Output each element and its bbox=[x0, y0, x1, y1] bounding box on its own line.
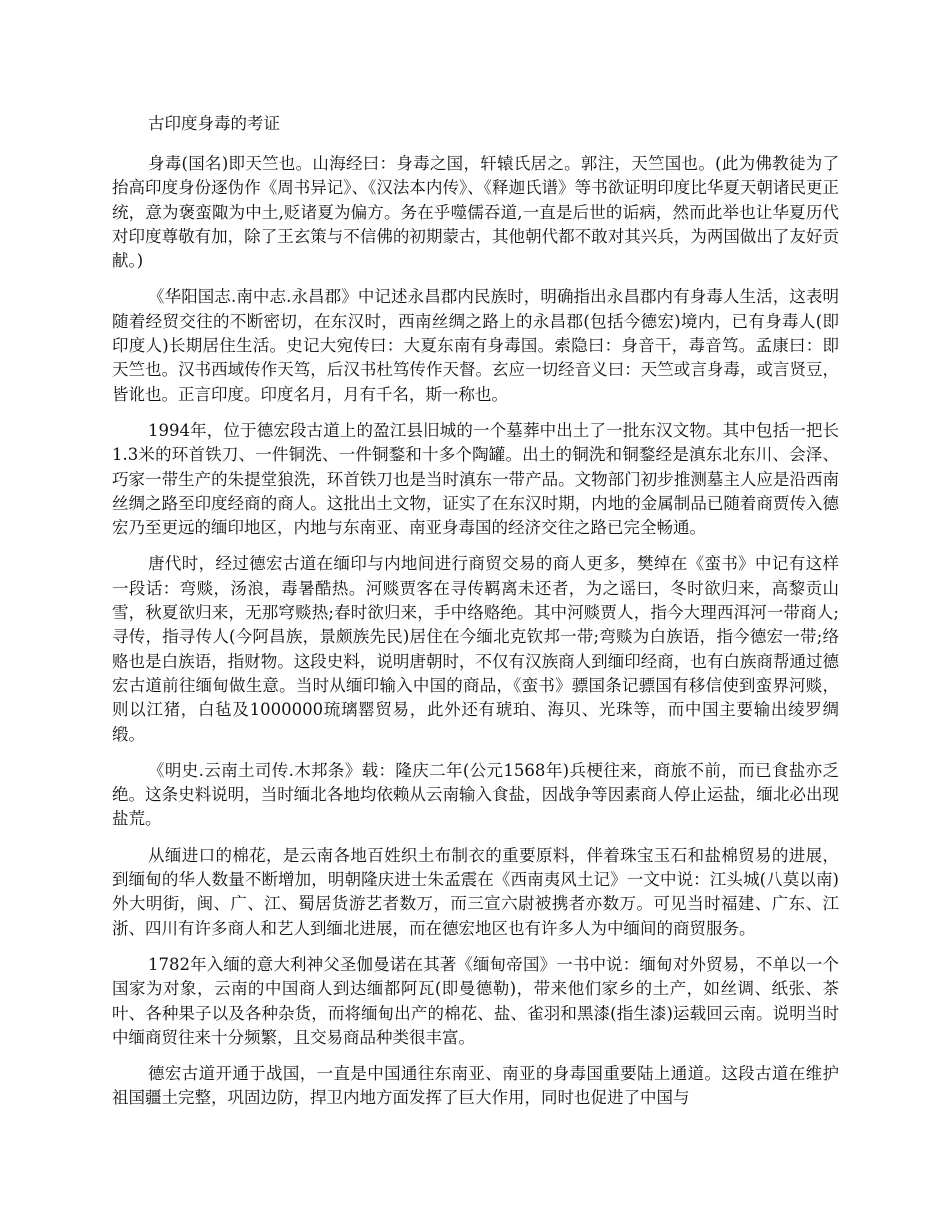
paragraph-huayang-guozhi: 《华阳国志.南中志.永昌郡》中记述永昌郡内民族时，明确指出永昌郡内有身毒人生活，这表明随着经贸交往的不断密切，在东汉时，西南丝绸之路上的永昌郡(包括今德宏)境内，已有身毒人(即印度人)长期居住生活。史记大宛传曰：大夏东南有身毒国。索隐曰：身音干，毒音笃。孟康曰：即天竺也。汉书西域传作天笃，后汉书杜笃传作天督。玄应一切经音义曰：天竺或言身毒，或言贤豆，皆讹也。正言印度。印度名月，月有千名，斯一称也。 bbox=[112, 287, 839, 404]
paragraph-1994-excavation: 1994年，位于德宏段古道上的盈江县旧城的一个墓葬中出土了一批东汉文物。其中包括一把长1.3米的环首铁刀、一件铜洗、一件铜鍪和十多个陶罐。出土的铜洗和铜鍪经是滇东北东川、会泽、巧家一带生产的朱提堂狼洗，环首铁刀也是当时滇东一带产品。文物部门初步推测墓主人应是沿西南丝绸之路至印度经商的商人。这批出土文物，证实了在东汉时期，内地的金属制品已随着商贾传入德宏乃至更远的缅印地区，内地与东南亚、南亚身毒国的经济交往之路已完全畅通。 bbox=[112, 420, 839, 538]
paragraph-ming-history: 《明史.云南土司传.木邦条》载：隆庆二年(公元1568年)兵梗往来，商旅不前，而已食盐亦乏绝。这条史料说明，当时缅北各地均依赖从云南输入食盐，因战争等因素商人停止运盐，缅北必出现盐荒。 bbox=[112, 760, 839, 829]
paragraph-shendu-definition: 身毒(国名)即天竺也。山海经曰：身毒之国，轩辕氏居之。郭注，天竺国也。(此为佛教徒为了抬高印度身份逐伪作《周书异记》、《汉法本内传》、《释迦氏谱》等书欲证明印度比华夏天朝诸民更正统，意为褒蛮陬为中土,贬诸夏为偏方。务在乎噬儒吞道,一直是后世的诟病，然而此举也让华夏历代对印度尊敬有加，除了王玄策与不信佛的初期蒙古，其他朝代都不敢对其兴兵，为两国做出了友好贡献。) bbox=[112, 154, 839, 271]
paragraph-cotton-trade: 从缅进口的棉花，是云南各地百姓织土布制衣的重要原料，伴着珠宝玉石和盐棉贸易的进展，到缅甸的华人数量不断增加，明朝隆庆进士朱孟震在《西南夷风土记》一文中说：江头城(八莫以南)外大明街，闽、广、江、蜀居货游艺者数万，而三宣六尉被携者亦数万。可见当时福建、广东、江浙、四川有许多商人和艺人到缅北进展，而在德宏地区也有许多人为中缅间的商贸服务。 bbox=[112, 845, 839, 938]
paragraph-1782-priest: 1782年入缅的意大利神父圣伽曼诺在其著《缅甸帝国》一书中说：缅甸对外贸易，不单以一个国家为对象，云南的中国商人到达缅都阿瓦(即曼德勒)，带来他们家乡的土产，如丝调、纸张、茶叶、各种果子以及各种杂货，而将缅甸出产的棉花、盐、雀羽和黑漆(指生漆)运载回云南。说明当时中缅商贸往来十分频繁，且交易商品种类很丰富。 bbox=[112, 954, 839, 1047]
paragraph-dehong-road: 德宏古道开通于战国，一直是中国通往东南亚、南亚的身毒国重要陆上通道。这段古道在维护祖国疆土完整，巩固边防，捍卫内地方面发挥了巨大作用，同时也促进了中国与 bbox=[112, 1064, 839, 1108]
document-title: 古印度身毒的考证 bbox=[148, 114, 280, 133]
paragraph-tang-dynasty: 唐代时，经过德宏古道在缅印与内地间进行商贸交易的商人更多，樊绰在《蛮书》中记有这样一段话：弯赕，汤浪，毒暑酷热。河赕贾客在寻传羁离未还者，为之谣曰，冬时欲归来，高黎贡山雪，秋夏欲归来，无那穹赕热;春时欲归来，手中络赂绝。其中河赕贾人，指今大理西洱河一带商人;寻传，指寻传人(今阿昌族，景颇族先民)居住在今缅北克钦邦一带;弯赕为白族语，指今德宏一带;络赂也是白族语，指财物。这段史料，说明唐朝时，不仅有汉族商人到缅印经商，也有白族商帮通过德宏古道前往缅甸做生意。当时从缅印输入中国的商品，《蛮书》骠国条记骠国有移信使到蛮界河赕，则以江猪，白毡及1000000琉璃罂贸易，此外还有琥珀、海贝、光珠等，而中国主要输出绫罗绸缎。 bbox=[112, 554, 839, 744]
document-page bbox=[112, 112, 839, 1123]
